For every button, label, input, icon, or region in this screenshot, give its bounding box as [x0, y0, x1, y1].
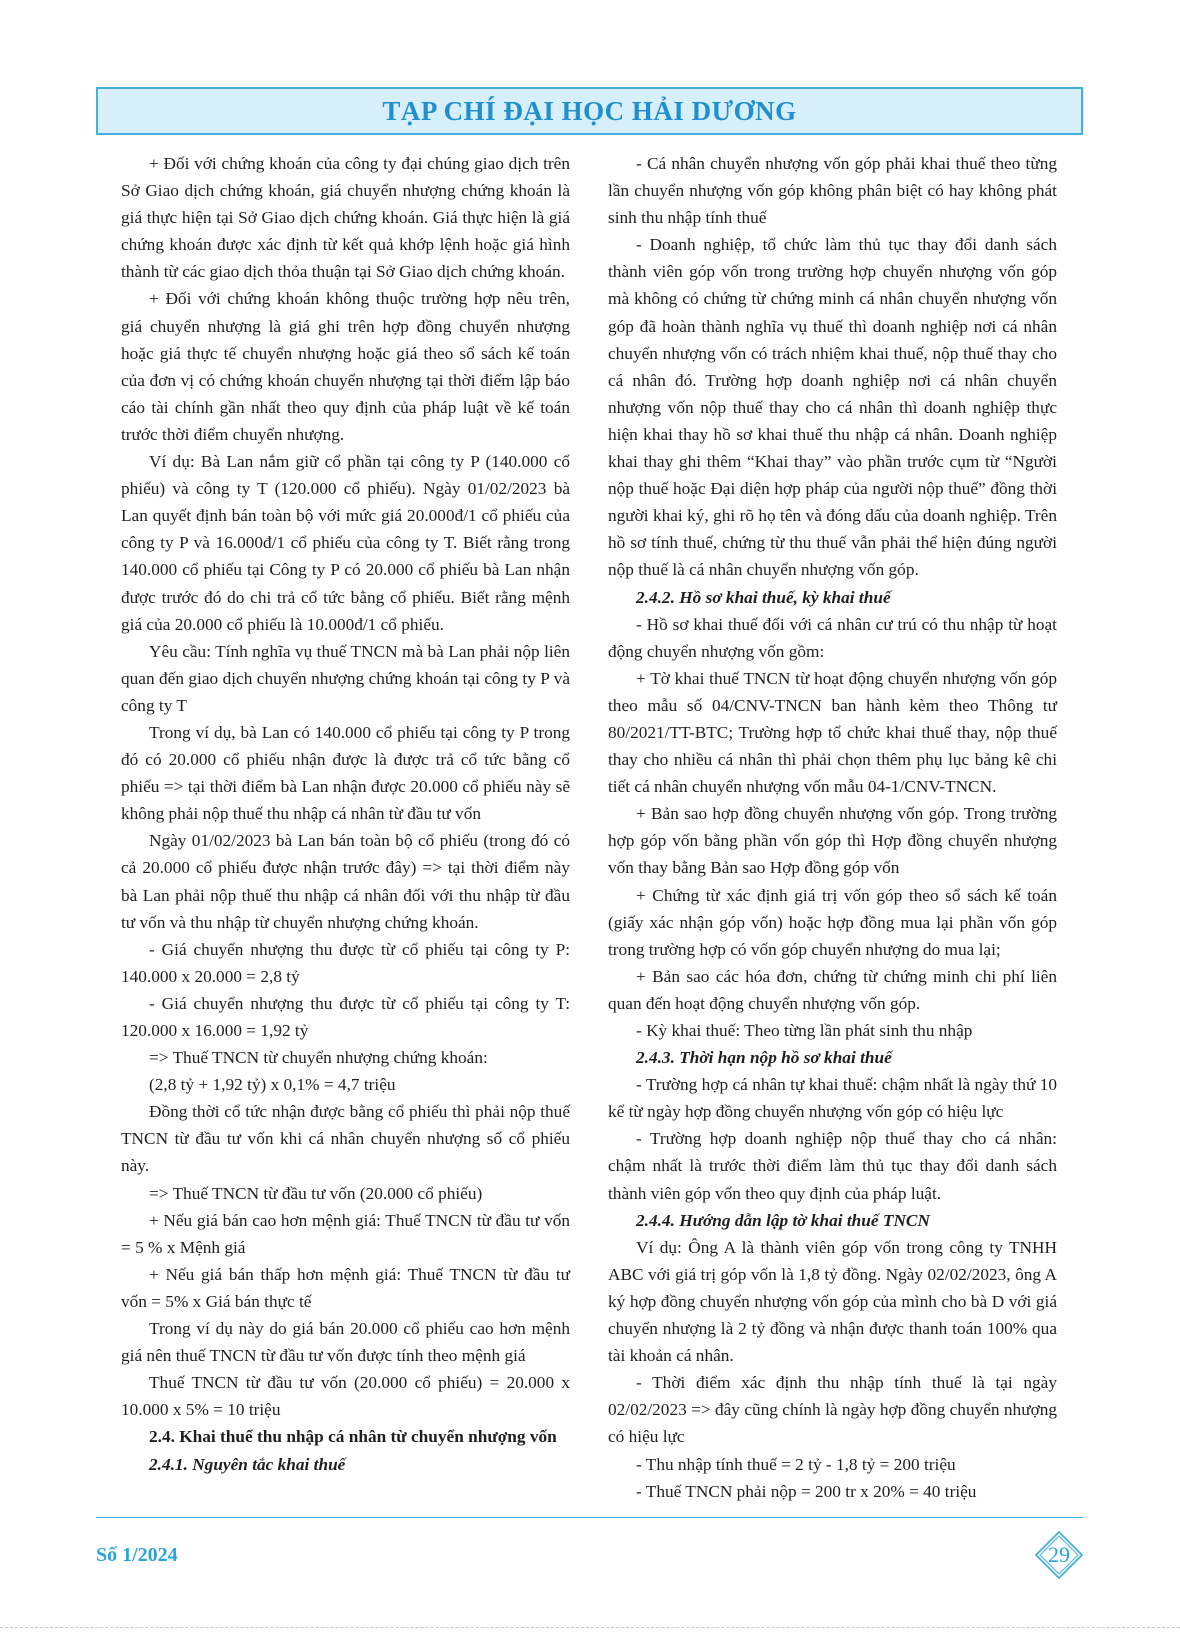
paragraph: - Trường hợp cá nhân tự khai thuế: chậm nhất là ngày thứ 10 kể từ ngày hợp đồng chuyển nhượng vốn góp có hiệu lực: [608, 1075, 1057, 1122]
issue-number: Số 1/2024: [96, 1544, 178, 1566]
paragraph: + Nếu giá bán thấp hơn mệnh giá: Thuế TNCN từ đầu tư vốn = 5% x Giá bán thực tế: [121, 1264, 570, 1311]
paragraph: => Thuế TNCN từ chuyển nhượng chứng khoán:: [149, 1048, 488, 1068]
left-column: [121, 150, 570, 1478]
paragraph: + Chứng từ xác định giá trị vốn góp theo sổ sách kế toán (giấy xác nhận góp vốn) hoặc hợp đồng mua lại phần vốn góp trong trường hợp có vốn góp chuyển nhượng do mua lại;: [608, 885, 1057, 959]
paragraph: - Trường hợp doanh nghiệp nộp thuế thay cho cá nhân: chậm nhất là trước thời điểm làm thủ tục thay đổi danh sách thành viên góp vốn theo quy định của pháp luật.: [608, 1129, 1057, 1203]
journal-header-banner: [96, 87, 1083, 135]
paragraph: + Bản sao hợp đồng chuyển nhượng vốn góp. Trong trường hợp góp vốn bằng phần vốn góp thì Hợp đồng chuyển nhượng vốn thay bằng Bản sao Hợp đồng góp vốn: [608, 804, 1057, 878]
paragraph: - Thời điểm xác định thu nhập tính thuế là tại ngày 02/02/2023 => đây cũng chính là ngày hợp đồng chuyển nhượng có hiệu lực: [608, 1373, 1057, 1447]
page-edge-line: [0, 1627, 1180, 1628]
paragraph: Ví dụ: Ông A là thành viên góp vốn trong công ty TNHH ABC với giá trị góp vốn là 1,8 tỷ đồng. Ngày 02/02/2023, ông A ký hợp đồng chuyển nhượng vốn góp của mình cho bà D với giá chuyển nhượng là 2 tỷ đồng và nhận được thanh toán 100% qua tài khoản cá nhân.: [608, 1237, 1057, 1366]
paragraph: - Kỳ khai thuế: Theo từng lần phát sinh thu nhập: [636, 1021, 973, 1040]
paragraph: Ngày 01/02/2023 bà Lan bán toàn bộ cổ phiếu (trong đó có cả 20.000 cổ phiếu được nhận trước đây) => tại thời điểm này bà Lan phải nộp thuế thu nhập cá nhân đối với thu nhập từ đầu tư vốn và thu nhập từ chuyển nhượng chứng khoán.: [121, 831, 570, 932]
paragraph: + Đối với chứng khoán của công ty đại chúng giao dịch trên Sở Giao dịch chứng khoán, giá chuyển nhượng chứng khoán là giá thực hiện tại Sở Giao dịch chứng khoán. Giá thực hiện là giá chứng khoán được xác định từ kết quả khớp lệnh hoặc giá hình thành từ các giao dịch thỏa thuận tại Sở Giao dịch chứng khoán.: [121, 154, 570, 282]
subsection-heading: 2.4.1. Nguyên tắc khai thuế: [149, 1454, 346, 1474]
paragraph: - Hồ sơ khai thuế đối với cá nhân cư trú có thu nhập từ hoạt động chuyển nhượng vốn gồm:: [608, 614, 1057, 661]
subsection-heading: 2.4.3. Thời hạn nộp hồ sơ khai thuế: [636, 1048, 892, 1068]
paragraph: - Giá chuyển nhượng thu được từ cổ phiếu tại công ty P: 140.000 x 20.000 = 2,8 tỷ: [121, 939, 570, 986]
page-number: 29: [1048, 1542, 1070, 1567]
footer-divider: [96, 1517, 1083, 1518]
paragraph: + Đối với chứng khoán không thuộc trường hợp nêu trên, giá chuyển nhượng là giá ghi trên hợp đồng chuyển nhượng hoặc giá thực tế chuyển nhượng hoặc giá theo sổ sách kế toán của đơn vị có chứng khoán chuyển nhượng tại thời điểm lập báo cáo tài chính gần nhất theo quy định của pháp luật về kế toán trước thời điểm chuyển nhượng.: [121, 289, 570, 444]
section-heading: 2.4. Khai thuế thu nhập cá nhân từ chuyển nhượng vốn: [149, 1427, 557, 1447]
paragraph: - Cá nhân chuyển nhượng vốn góp phải khai thuế theo từng lần chuyển nhượng vốn góp không phân biệt có hay không phát sinh thu nhập tính thuế: [608, 154, 1057, 228]
paragraph: - Doanh nghiệp, tổ chức làm thủ tục thay đổi danh sách thành viên góp vốn trong trường hợp chuyển nhượng vốn góp mà không có chứng từ chứng minh cá nhân chuyển nhượng vốn góp đã hoàn thành nghĩa vụ thuế thì doanh nghiệp nơi cá nhân chuyển nhượng vốn có trách nhiệm khai thuế, nộp thuế thay cho cá nhân đó. Trường hợp doanh nghiệp nơi cá nhân chuyển nhượng vốn nộp thuế thay cho cá nhân thì doanh nghiệp thực hiện khai thay hồ sơ khai thuế thu nhập cá nhân. Doanh nghiệp khai thay ghi thêm “Khai thay” vào phần trước cụm từ “Người nộp thuế hoặc Đại diện hợp pháp của người nộp thuế” đồng thời người khai ký, ghi rõ họ tên và đóng dấu của doanh nghiệp. Trên hồ sơ tính thuế, chứng từ thu thuế vẫn phải thể hiện đúng người nộp thuế là cá nhân chuyển nhượng vốn góp.: [608, 235, 1057, 580]
paragraph: Thuế TNCN từ đầu tư vốn (20.000 cổ phiếu) = 20.000 x 10.000 x 5% = 10 triệu: [121, 1373, 570, 1420]
paragraph: Trong ví dụ này do giá bán 20.000 cổ phiếu cao hơn mệnh giá nên thuế TNCN từ đầu tư vốn được tính theo mệnh giá: [121, 1319, 570, 1366]
paragraph: Đồng thời cổ tức nhận được bằng cổ phiếu thì phải nộp thuế TNCN từ đầu tư vốn khi cá nhân chuyển nhượng số cổ phiếu này.: [121, 1102, 570, 1176]
journal-title: TẠP CHÍ ĐẠI HỌC HẢI DƯƠNG: [382, 95, 797, 126]
subsection-heading: 2.4.4. Hướng dẫn lập tờ khai thuế TNCN: [636, 1210, 930, 1230]
page-number-badge: [1034, 1530, 1084, 1580]
paragraph: - Thuế TNCN phải nộp = 200 tr x 20% = 40 triệu: [636, 1481, 977, 1501]
paragraph: - Thu nhập tính thuế = 2 tỷ - 1,8 tỷ = 200 triệu: [636, 1454, 956, 1474]
paragraph: Trong ví dụ, bà Lan có 140.000 cổ phiếu tại công ty P trong đó có 20.000 cổ phiếu nhận được là được trả cổ tức bằng cổ phiếu => tại thời điểm bà Lan nhận được 20.000 cổ phiếu này sẽ không phải nộp thuế thu nhập cá nhân từ đầu tư vốn: [121, 722, 570, 824]
paragraph: Yêu cầu: Tính nghĩa vụ thuế TNCN mà bà Lan phải nộp liên quan đến giao dịch chuyển nhượng chứng khoán tại công ty P và công ty T: [121, 641, 570, 715]
right-column: [608, 150, 1057, 1505]
paragraph: + Bản sao các hóa đơn, chứng từ chứng minh chi phí liên quan đến hoạt động chuyển nhượng vốn góp.: [608, 966, 1057, 1013]
subsection-heading: 2.4.2. Hồ sơ khai thuế, kỳ khai thuế: [636, 587, 891, 607]
paragraph: (2,8 tỷ + 1,92 tỷ) x 0,1% = 4,7 triệu: [149, 1075, 396, 1095]
paragraph: + Nếu giá bán cao hơn mệnh giá: Thuế TNCN từ đầu tư vốn = 5 % x Mệnh giá: [121, 1210, 570, 1257]
paragraph: + Tờ khai thuế TNCN từ hoạt động chuyển nhượng vốn góp theo mẫu số 04/CNV-TNCN ban hành kèm theo Thông tư 80/2021/TT-BTC; Trường hợp tổ chức khai thuế thay, nộp thuế thay cho nhiều cá nhân thì phải chọn thêm phụ lục bảng kê chi tiết cá nhân chuyển nhượng vốn mẫu 04-1/CNV-TNCN.: [608, 668, 1057, 797]
paragraph: => Thuế TNCN từ đầu tư vốn (20.000 cổ phiếu): [149, 1183, 483, 1203]
paragraph: - Giá chuyển nhượng thu được từ cổ phiếu tại công ty T: 120.000 x 16.000 = 1,92 tỷ: [121, 993, 570, 1040]
paragraph: Ví dụ: Bà Lan nắm giữ cổ phần tại công ty P (140.000 cổ phiếu) và công ty T (120.000 cổ phiếu). Ngày 01/02/2023 bà Lan quyết định bán toàn bộ với mức giá 20.000đ/1 cổ phiếu của công ty P và 16.000đ/1 cổ phiếu của công ty T. Biết rằng trong 140.000 cổ phiếu tại Công ty P có 20.000 cổ phiếu bà Lan nhận được trước đó do chi trả cổ tức bằng cổ phiếu. Biết rằng mệnh giá của 20.000 cổ phiếu là 10.000đ/1 cổ phiếu.: [121, 452, 570, 634]
